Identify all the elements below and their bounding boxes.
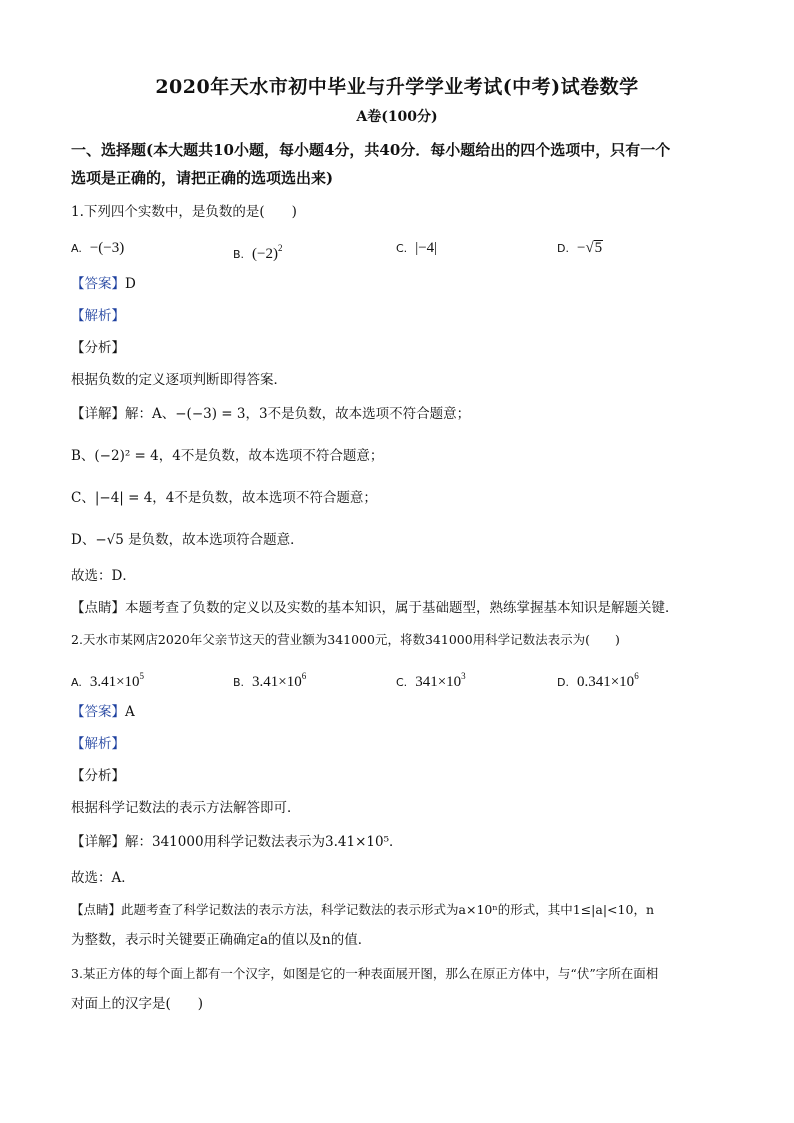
q2-choose: 故选：A． xyxy=(71,870,135,886)
q2-analysis-tag-line xyxy=(71,734,125,754)
answer-tag: 【答案】 xyxy=(71,276,125,292)
q1-choose: 故选：D． xyxy=(71,568,136,584)
q1-option-d: D. −√5 xyxy=(557,240,603,256)
q2-detail xyxy=(71,832,403,852)
option-expr: |−4| xyxy=(415,240,438,256)
option-exponent: 6 xyxy=(301,671,307,681)
option-exponent: 5 xyxy=(139,671,145,681)
option-exponent: 2 xyxy=(278,243,283,253)
dianjing-tag: 【点睛】 xyxy=(71,902,122,917)
option-expr: 0.341×10 xyxy=(576,674,635,690)
q1-detail-b: B、(−2)² = 4，4不是负数，故本选项不符合题意； xyxy=(71,448,384,464)
q2-dianjing-line1 xyxy=(71,900,654,920)
option-expr: 341×10 xyxy=(415,674,462,690)
option-expr: (−2) xyxy=(252,246,278,262)
q1-fenxi-text: 根据负数的定义逐项判断即得答案． xyxy=(71,372,287,388)
q2-fenxi-text: 根据科学记数法的表示方法解答即可． xyxy=(71,800,301,816)
section-heading-line2: 选项是正确的，请把正确的选项选出来) xyxy=(71,169,334,187)
analysis-tag: 【解析】 xyxy=(71,308,125,324)
q1-dianjing xyxy=(71,598,679,618)
q1-fenxi-tag-line xyxy=(71,338,125,358)
answer-value: D xyxy=(125,276,136,292)
option-exponent: 3 xyxy=(461,671,466,681)
q2-option-b xyxy=(233,666,306,693)
q1-detail-a xyxy=(71,404,470,424)
option-label: D. xyxy=(557,242,569,255)
q1-option-c xyxy=(396,238,437,259)
fenxi-tag: 【分析】 xyxy=(71,768,125,784)
q2-option-a xyxy=(71,666,144,693)
option-label: C. xyxy=(396,676,408,689)
q1-analysis-tag-line xyxy=(71,306,125,326)
section-heading-line1: 一、选择题(本大题共10小题，每小题4分，共40分．每小题给出的四个选项中，只有一个 xyxy=(71,141,671,159)
option-expr: −(−3) xyxy=(89,240,125,256)
option-label: B. xyxy=(233,676,245,689)
detail-tag: 【详解】 xyxy=(71,834,125,850)
q1-stem: 1.下列四个实数中，是负数的是( ) xyxy=(71,204,297,220)
option-exponent: 6 xyxy=(634,671,639,681)
option-expr: 3.41×10 xyxy=(89,674,140,690)
q2-fenxi-tag-line xyxy=(71,766,125,786)
option-expr-prefix: − xyxy=(576,240,586,256)
q3-stem-line2: 对面上的汉字是( ) xyxy=(71,996,204,1012)
q1-option-a xyxy=(71,238,124,259)
q3-stem-line1: 3.某正方体的每个面上都有一个汉字，如图是它的一种表面展开图，那么在原正方体中，与“伏”字所在面相 xyxy=(71,966,659,981)
fenxi-tag: 【分析】 xyxy=(71,340,125,356)
q1-option-b xyxy=(233,238,283,265)
q2-option-c xyxy=(396,666,466,693)
answer-tag: 【答案】 xyxy=(71,704,125,720)
page-subtitle: A卷(100分) xyxy=(356,109,438,125)
dianjing-text: 本题考查了负数的定义以及实数的基本知识，属于基础题型，熟练掌握基本知识是解题关键． xyxy=(125,600,679,616)
option-label: A. xyxy=(71,242,82,255)
option-expr: 3.41×10 xyxy=(252,674,302,690)
q2-option-d xyxy=(557,666,639,693)
detail-tag: 【详解】 xyxy=(71,406,125,422)
dianjing-tag: 【点睛】 xyxy=(71,600,125,616)
detail-text: 解：341000用科学记数法表示为3.41×10⁵． xyxy=(125,834,403,850)
page-title: 2020年天水市初中毕业与升学学业考试(中考)试卷数学 xyxy=(155,76,639,98)
detail-text: 解：A、−(−3) = 3，3不是负数，故本选项不符合题意； xyxy=(125,406,471,422)
q2-stem: 2.天水市某网店2020年父亲节这天的营业额为341000元，将数341000用科学记数法表示为( ) xyxy=(71,632,620,647)
option-label: D. xyxy=(557,676,569,689)
q2-answer-line xyxy=(71,702,135,722)
option-label: A. xyxy=(71,676,82,689)
q1-detail-c: C、|−4| = 4，4不是负数，故本选项不符合题意； xyxy=(71,490,377,506)
q1-detail-d: D、−√5 是负数，故本选项符合题意． xyxy=(71,532,304,548)
q2-dianjing-line2: 为整数，表示时关键要正确确定a的值以及n的值． xyxy=(71,932,372,948)
analysis-tag: 【解析】 xyxy=(71,736,125,752)
answer-value: A xyxy=(125,704,135,720)
option-label: C. xyxy=(396,242,408,255)
q1-answer-line xyxy=(71,274,136,294)
option-radicand: 5 xyxy=(594,240,603,256)
option-label: B. xyxy=(233,248,245,261)
dianjing-text: 此题考查了科学记数法的表示方法，科学记数法的表示形式为a×10ⁿ的形式，其中1≤|a|<10，n xyxy=(121,902,654,917)
